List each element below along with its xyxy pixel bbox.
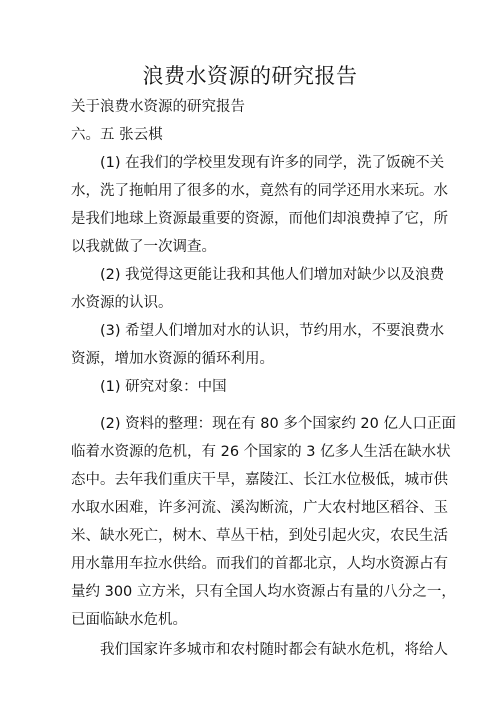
subtitle-line: 关于浪费水资源的研究报告	[71, 99, 245, 115]
paragraph-line: 以我就做了一次调查。	[71, 239, 216, 255]
paragraph-line: 量约 300 立方米，只有全国人均水资源占有量的八分之一，	[71, 584, 456, 600]
paragraph-line: 态中。去年我们重庆干旱，嘉陵江、长江水位极低，城市供	[71, 472, 448, 488]
paragraph-line: 水资源的认识。	[71, 295, 173, 311]
paragraph-line: 米、缺水死亡，树木、草丛干枯，到处引起火灾，农民生活	[71, 528, 448, 544]
document-title: 浪费水资源的研究报告	[142, 64, 358, 88]
paragraph-line: 水取水困难，许多河流、溪沟断流，广大农村地区稻谷、玉	[71, 500, 448, 516]
paragraph-line: (2) 我觉得这更能让我和其他人们增加对缺少以及浪费	[100, 267, 445, 283]
paragraph-line: 是我们地球上资源最重要的资源，而他们却浪费掉了它，所	[71, 211, 448, 227]
paragraph-line: (1) 研究对象：中国	[100, 379, 227, 395]
paragraph-line: 水，洗了拖帕用了很多的水，竟然有的同学还用水来玩。水	[71, 183, 448, 199]
paragraph-line: 资源，增加水资源的循环利用。	[71, 351, 274, 367]
paragraph-line: (2) 资料的整理：现在有 80 多个国家约 20 亿人口正面	[100, 416, 456, 432]
paragraph-line: 用水靠用车拉水供给。而我们的首都北京，人均水资源占有	[71, 556, 448, 572]
paragraph-line: 临着水资源的危机，有 26 个国家的 3 亿多人生活在缺水状	[71, 444, 451, 460]
paragraph-line: (1) 在我们的学校里发现有许多的同学，洗了饭碗不关	[100, 155, 445, 171]
paragraph-line: 我们国家许多城市和农村随时都会有缺水危机，将给人	[100, 642, 448, 658]
paragraph-line: 已面临缺水危机。	[71, 612, 187, 628]
paragraph-line: (3) 希望人们增加对水的认识，节约用水，不要浪费水	[100, 323, 445, 339]
author-line: 六。五 张云棋	[71, 127, 163, 143]
